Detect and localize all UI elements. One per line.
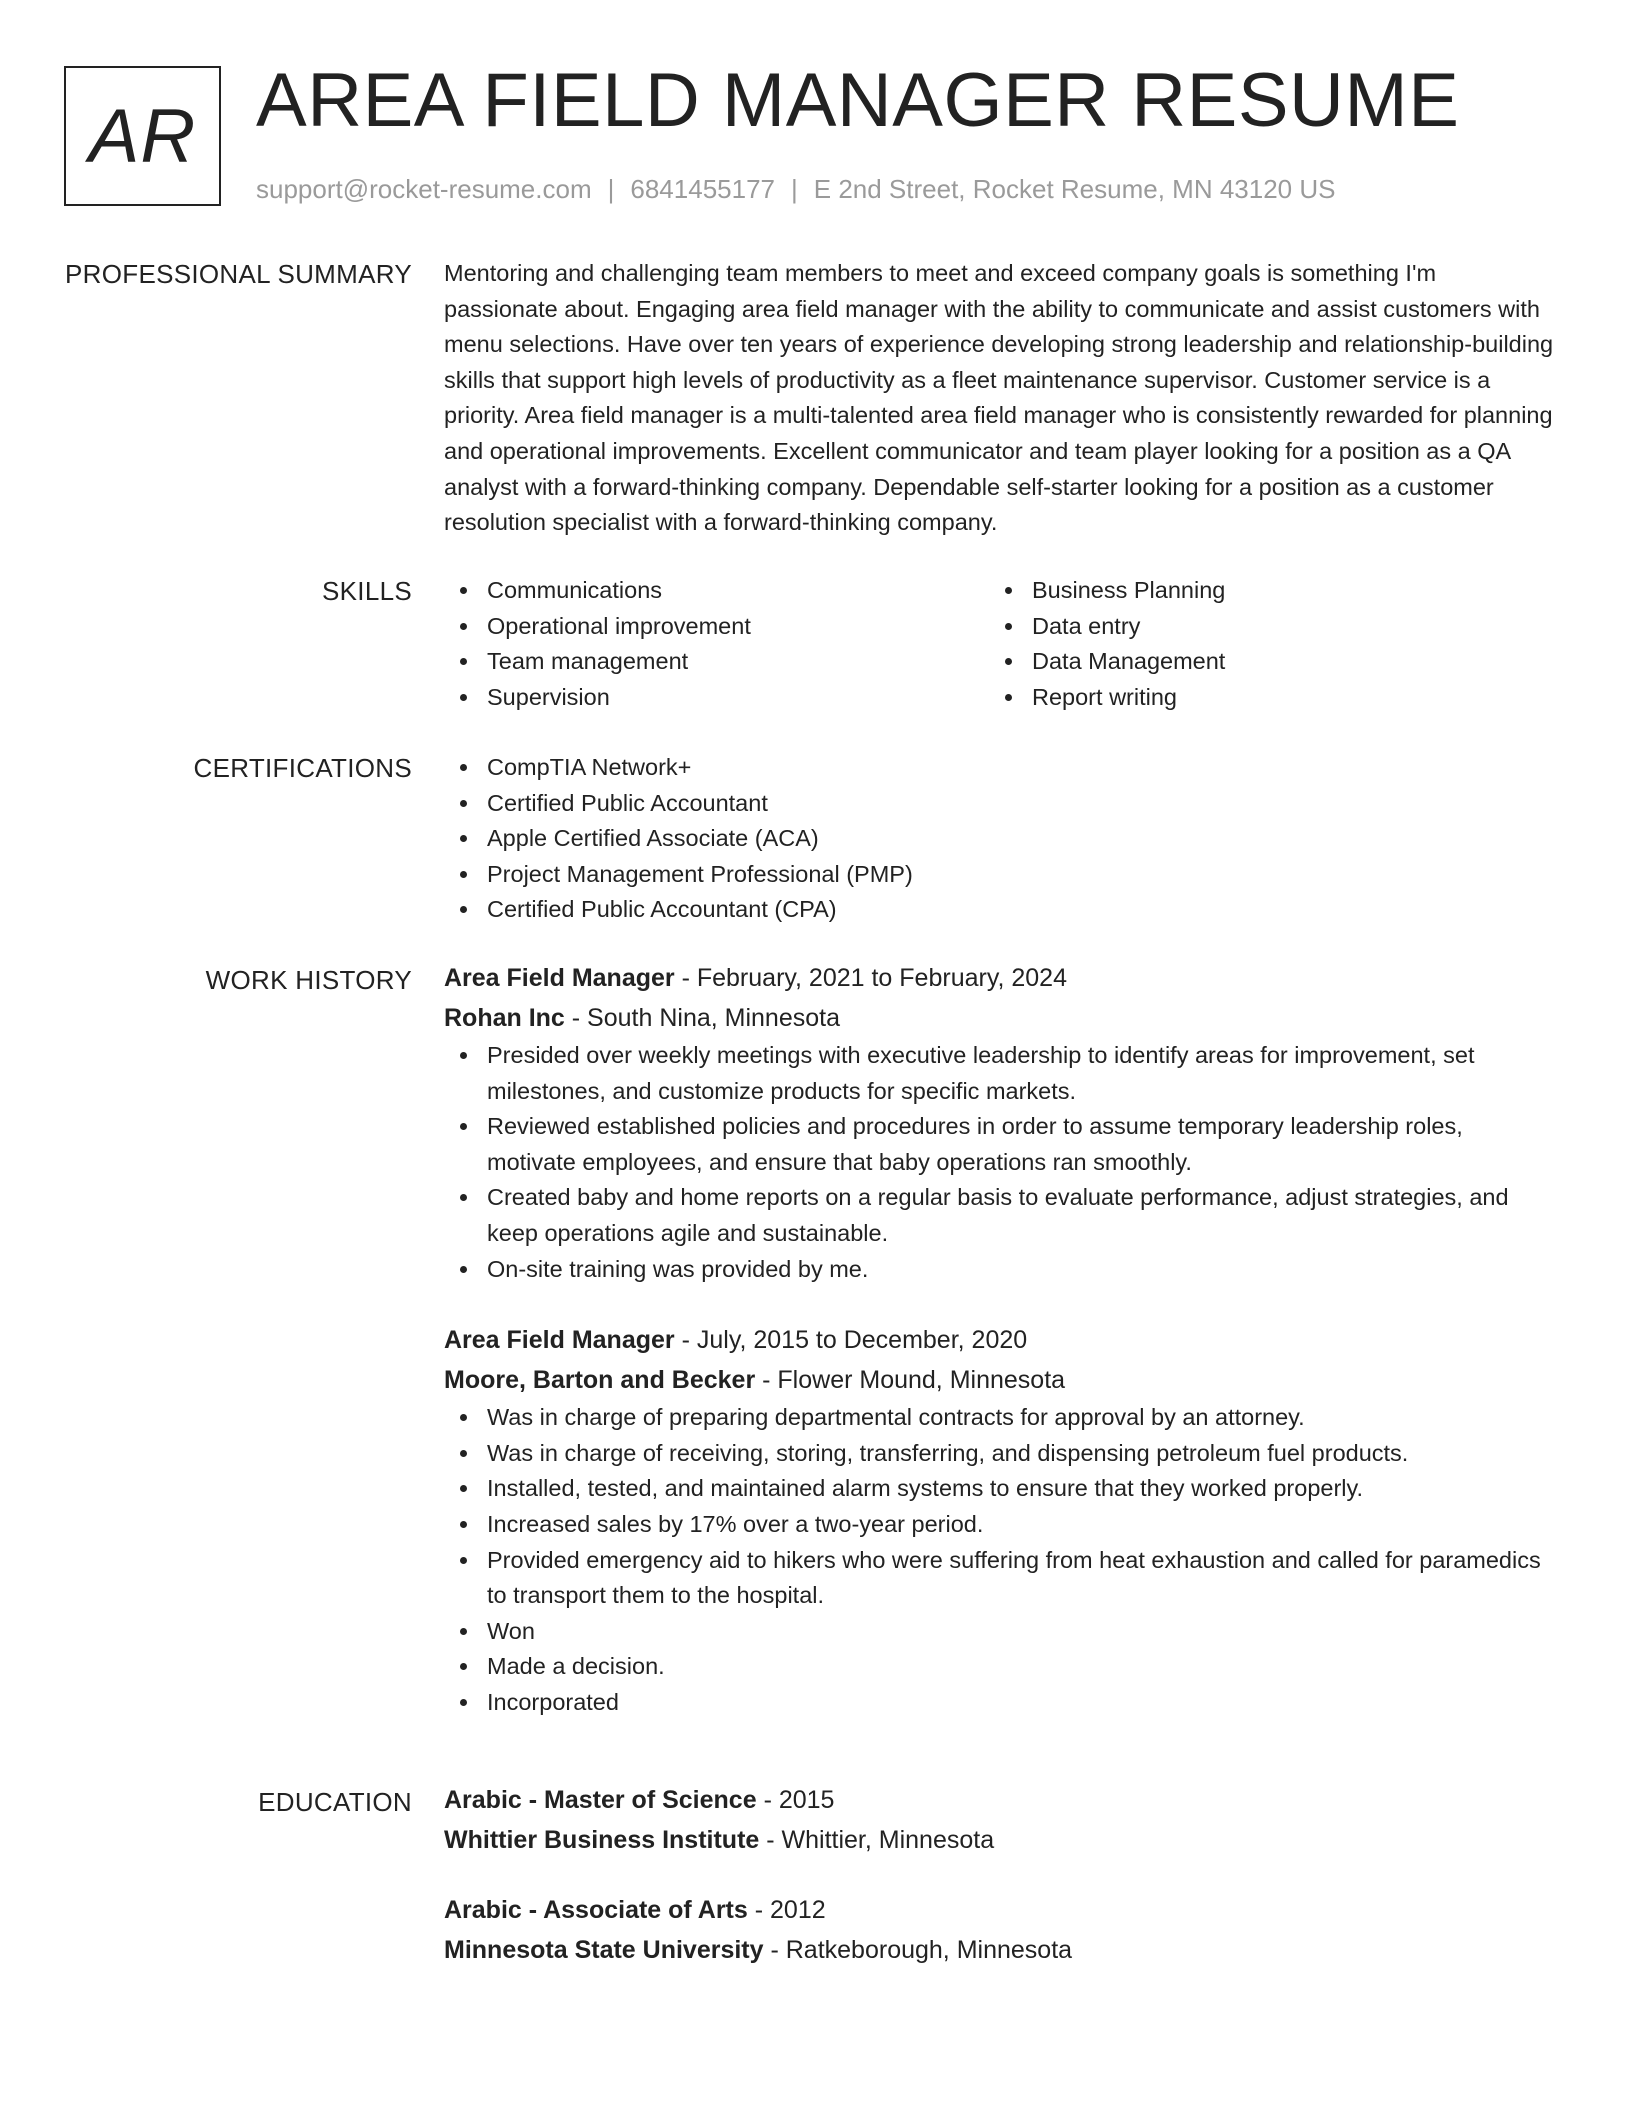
job-duty: Was in charge of receiving, storing, transferring, and dispensing petroleum fuel products. xyxy=(444,1436,1556,1472)
education-degree: Arabic - Master of Science xyxy=(444,1786,757,1814)
skills-list-left xyxy=(444,573,989,715)
summary-text: Mentoring and challenging team members to meet and exceed company goals is something I'm passionate about. Engaging area field manager with the ability to communicate and assist customers with menu selections. Have over ten years of experience developing strong leadership and relationship-building skills that support high levels of productivity as a fleet maintenance supervisor. Customer service is a priority. Area field manager is a multi-talented area field manager who is consistently rewarded for planning and operational improvements. Excellent communicator and team player looking for a position as a QA analyst with a forward-thinking company. Dependable self-starter looking for a position as a customer resolution specialist with a forward-thinking company. xyxy=(444,260,1554,536)
skills-body xyxy=(444,573,1556,715)
education-body xyxy=(444,1780,1556,2000)
skills-list-right xyxy=(989,573,1534,715)
job-duty: Presided over weekly meetings with executive leadership to identify areas for improvement, set milestones, and customize products for specific markets. xyxy=(444,1038,1556,1109)
resume-title: AREA FIELD MANAGER RESUME xyxy=(256,58,1460,143)
skill-item: Supervision xyxy=(444,680,989,716)
skill-item: Communications xyxy=(444,573,989,609)
education-year: - 2015 xyxy=(756,1786,835,1814)
job-title-line xyxy=(444,1320,1556,1360)
education-year: - 2012 xyxy=(747,1896,826,1924)
job-location: - South Nina, Minnesota xyxy=(564,1004,840,1032)
job-duty: Won xyxy=(444,1614,1556,1650)
job-duty: Incorporated xyxy=(444,1685,1556,1721)
education-entry xyxy=(444,1890,1556,1970)
job-duty: Made a decision. xyxy=(444,1649,1556,1685)
job-dates: - July, 2015 to December, 2020 xyxy=(674,1326,1028,1355)
education-location: - Ratkeborough, Minnesota xyxy=(763,1936,1073,1964)
job-duties-list xyxy=(444,1400,1556,1720)
certification-item: CompTIA Network+ xyxy=(444,750,1556,786)
certification-item: Certified Public Accountant (CPA) xyxy=(444,892,1556,928)
skill-item: Data entry xyxy=(989,609,1534,645)
certifications-body xyxy=(444,750,1556,928)
contact-email[interactable]: support@rocket-resume.com xyxy=(256,174,592,204)
job-duty: Increased sales by 17% over a two-year period. xyxy=(444,1507,1556,1543)
education-degree-line xyxy=(444,1780,1556,1820)
certification-item: Certified Public Accountant xyxy=(444,786,1556,822)
skills-heading: SKILLS xyxy=(322,576,412,606)
work-history-body xyxy=(444,958,1556,1754)
certification-item: Apple Certified Associate (ACA) xyxy=(444,821,1556,857)
job-company-line xyxy=(444,998,1556,1038)
job-duty: Was in charge of preparing departmental contracts for approval by an attorney. xyxy=(444,1400,1556,1436)
education-degree: Arabic - Associate of Arts xyxy=(444,1896,748,1924)
contact-phone[interactable]: 6841455177 xyxy=(630,174,775,204)
education-school: Minnesota State University xyxy=(444,1936,764,1964)
job-duty: Reviewed established policies and procedures in order to assume temporary leadership roles, motivate employees, and ensure that baby operations ran smoothly. xyxy=(444,1109,1556,1180)
certification-item: Project Management Professional (PMP) xyxy=(444,857,1556,893)
initials-monogram: AR xyxy=(64,66,221,206)
job-duties-list xyxy=(444,1038,1556,1287)
job-company: Rohan Inc xyxy=(444,1004,565,1032)
contact-line xyxy=(256,174,1335,205)
summary-body xyxy=(444,256,1556,541)
job-dates: - February, 2021 to February, 2024 xyxy=(674,964,1067,992)
education-degree-line xyxy=(444,1890,1556,1930)
job-company-line xyxy=(444,1360,1556,1400)
education-school: Whittier Business Institute xyxy=(444,1826,760,1854)
job-location: - Flower Mound, Minnesota xyxy=(755,1366,1066,1395)
education-school-line xyxy=(444,1930,1556,1970)
skill-item: Operational improvement xyxy=(444,609,989,645)
skill-item: Business Planning xyxy=(989,573,1534,609)
contact-separator: | xyxy=(607,174,615,204)
job-title: Area Field Manager xyxy=(444,964,675,992)
contact-separator: | xyxy=(791,174,798,204)
job-duty: Provided emergency aid to hikers who were suffering from heat exhaustion and called for paramedics to transport them to the hospital. xyxy=(444,1543,1556,1614)
job-title: Area Field Manager xyxy=(444,1326,675,1355)
job-company: Moore, Barton and Becker xyxy=(444,1366,756,1395)
job-title-line xyxy=(444,958,1556,998)
summary-heading: PROFESSIONAL SUMMARY xyxy=(65,259,412,289)
work-history-heading: WORK HISTORY xyxy=(205,965,412,995)
job-entry xyxy=(444,1320,1556,1720)
education-school-line xyxy=(444,1820,1556,1860)
certifications-heading: CERTIFICATIONS xyxy=(193,753,412,783)
skill-item: Data Management xyxy=(989,644,1534,680)
skill-item: Team management xyxy=(444,644,989,680)
education-entry xyxy=(444,1780,1556,1860)
job-duty: Created baby and home reports on a regular basis to evaluate performance, adjust strategies, and keep operations agile and sustainable. xyxy=(444,1180,1556,1251)
skill-item: Report writing xyxy=(989,680,1534,716)
job-duty: Installed, tested, and maintained alarm systems to ensure that they worked properly. xyxy=(444,1471,1556,1507)
contact-address: E 2nd Street, Rocket Resume, MN 43120 US xyxy=(813,174,1336,204)
job-entry xyxy=(444,958,1556,1287)
job-duty: On-site training was provided by me. xyxy=(444,1252,1556,1288)
certifications-list xyxy=(444,750,1556,928)
education-heading: EDUCATION xyxy=(258,1787,412,1817)
education-location: - Whittier, Minnesota xyxy=(759,1826,995,1854)
